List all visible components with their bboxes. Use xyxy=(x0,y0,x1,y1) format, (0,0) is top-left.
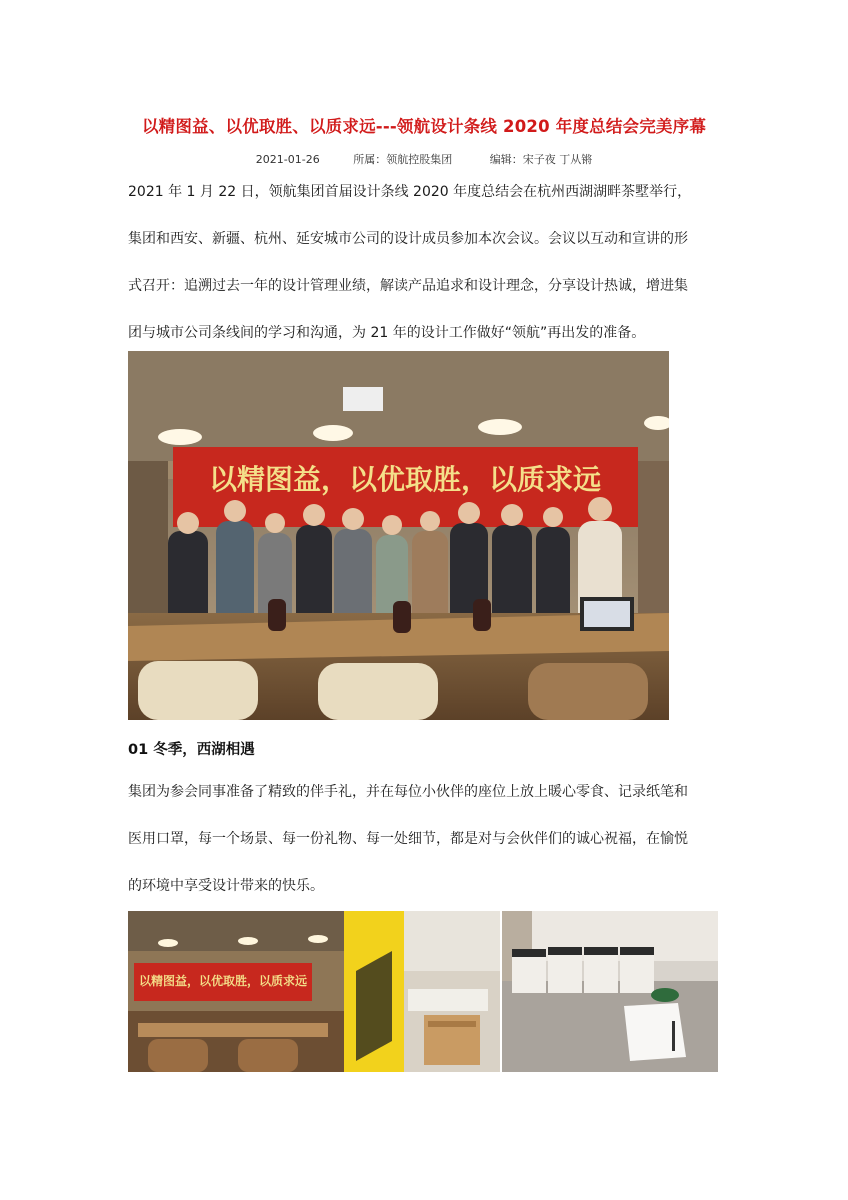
publish-date: 2021-01-26 xyxy=(255,153,320,166)
section-paragraph xyxy=(128,782,722,923)
standee-photo xyxy=(344,911,500,1072)
intro-line: 2021 年 1 月 22 日，领航集团首届设计条线 2020 年度总结会在杭州西湖湖畔茶墅举行， xyxy=(128,184,692,200)
section-line: 医用口罩，每一个场景、每一份礼物、每一处细节，都是对与会伙伴们的诚心祝福，在愉悦 xyxy=(128,831,688,847)
section-line: 的环境中享受设计带来的快乐。 xyxy=(128,878,324,894)
article-title: 以精图益、以优取胜、以质求远---领航设计条线 2020 年度总结会完美序幕 xyxy=(141,117,707,136)
intro-line: 集团和西安、新疆、杭州、延安城市公司的设计成员参加本次会议。会议以互动和宣讲的形 xyxy=(128,231,688,247)
group-photo xyxy=(128,351,669,720)
article-meta xyxy=(0,151,848,167)
intro-line: 团与城市公司条线间的学习和沟通，为 21 年的设计工作做好“领航”再出发的准备。 xyxy=(128,325,646,341)
editor-label: 编辑：宋子夜 丁从锵 xyxy=(489,153,593,166)
banner-text: 以精图益，以优取胜，以质求远 xyxy=(208,463,602,496)
intro-paragraph xyxy=(128,182,722,370)
intro-line: 式召开：追溯过去一年的设计管理业绩，解读产品追求和设计理念，分享设计热诚，增进集 xyxy=(128,278,688,294)
section-line: 集团为参会同事准备了精致的伴手礼，并在每位小伙伴的座位上放上暖心零食、记录纸笔和 xyxy=(128,784,688,800)
meeting-room-photo xyxy=(128,911,344,1072)
thumb-banner-text: 以精图益，以优取胜，以质求远 xyxy=(138,974,308,988)
section-heading: 01 冬季，西湖相遇 xyxy=(128,742,255,758)
owner-label: 所属：领航控股集团 xyxy=(353,153,453,166)
gift-table-photo xyxy=(502,911,718,1072)
